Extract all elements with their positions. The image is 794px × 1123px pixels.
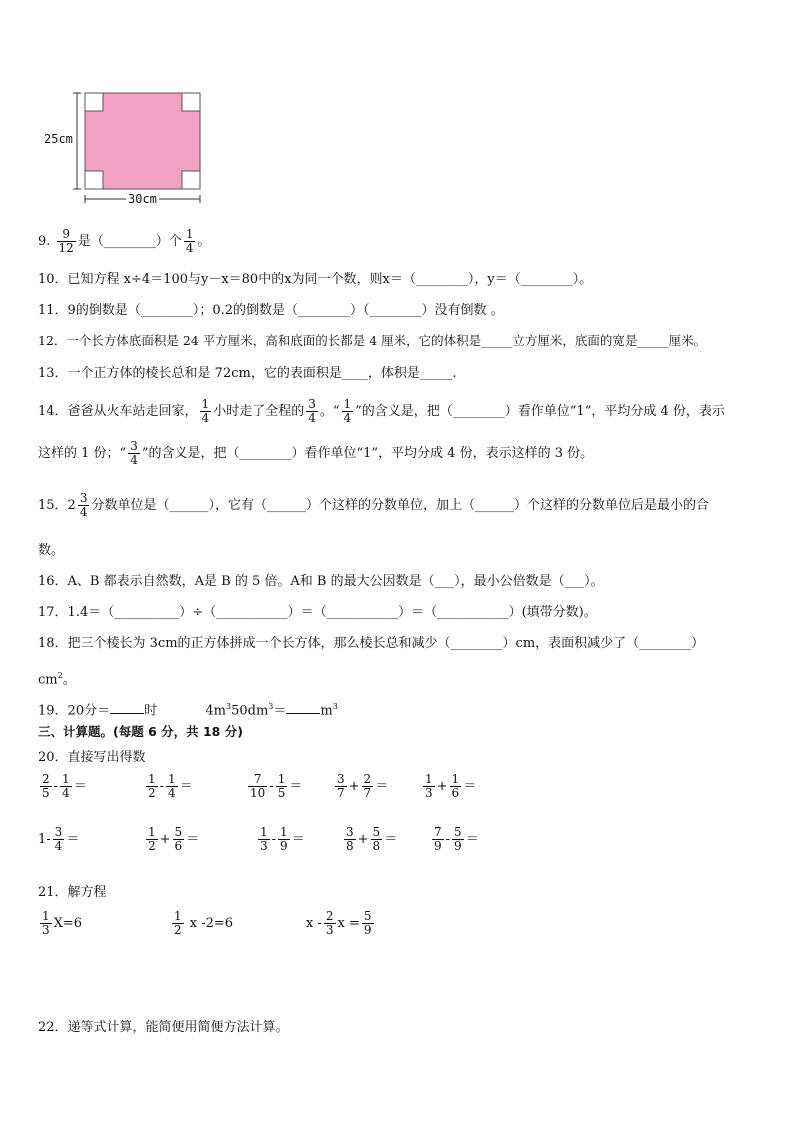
question-18-line-1: 18．把三个棱长为 3cm的正方体拼成一个长方体，那么棱长总和减少（________）cm，表面积减少了（________）	[38, 636, 705, 651]
corner-cut-tr	[182, 93, 200, 111]
fraction: $\frac{1}{2}$	[148, 825, 156, 853]
fraction: $\frac{1}{4}$	[343, 397, 352, 425]
question-18-line-2: $cm^2$。	[38, 671, 76, 688]
fraction: $\frac{1}{4}$	[201, 397, 210, 425]
fraction: $\frac{1}{4}$	[168, 772, 176, 800]
equation-2: $\frac{1}{2}$ x -2=6	[174, 909, 234, 937]
expression: $\frac{1}{2}$ - $\frac{1}{4}$ ＝	[148, 772, 193, 800]
fraction: $\frac{3}{7}$	[337, 772, 345, 800]
fraction: $\frac{5}{9}$	[454, 825, 462, 853]
question-19: 19．20分＝ 时 $4m^350dm^3= m^3$	[38, 702, 338, 719]
question-15-line-2: 数。	[38, 543, 65, 558]
fraction: $\frac{1}{3}$	[42, 909, 50, 937]
fraction: $\frac{1}{4}$	[185, 227, 194, 255]
rectangle-diagram	[40, 88, 210, 206]
width-label: 30cm	[128, 192, 157, 206]
fraction: $\frac{1}{3}$	[260, 825, 268, 853]
fraction: $\frac{1}{2}$	[148, 772, 156, 800]
question-17: 17．1.4＝（__________）÷（___________）＝（___________）＝（___________）(填带分数)。	[38, 605, 597, 620]
expression: $\frac{2}{5}$ - $\frac{1}{4}$ ＝	[42, 772, 87, 800]
expression: $\frac{1}{3}$ + $\frac{1}{6}$ ＝	[425, 772, 477, 800]
corner-cut-br	[182, 171, 200, 189]
question-13: 13．一个正方体的棱长总和是 72cm，它的表面积是____，体积是_____.	[38, 366, 457, 381]
fraction: $\frac{1}{9}$	[280, 825, 288, 853]
fraction: $\frac{3}{4}$	[54, 825, 63, 853]
fraction: $\frac{5}{9}$	[363, 909, 372, 937]
fraction: $\frac{1}{6}$	[451, 772, 460, 800]
fraction: $\frac{2}{5}$	[42, 772, 50, 800]
expression: 1- $\frac{3}{4}$ ＝	[38, 825, 80, 853]
corner-cut-bl	[85, 171, 103, 189]
question-21-title: 21．解方程	[38, 885, 107, 900]
expression: $\frac{1}{2}$ + $\frac{5}{6}$ ＝	[148, 825, 200, 853]
rectangle-figure	[40, 88, 210, 206]
fraction: $\frac{5}{8}$	[372, 825, 381, 853]
question-20-title: 20．直接写出得数	[38, 750, 146, 765]
fraction: $\frac{3}{4}$	[308, 397, 316, 425]
expression: $\frac{3}{8}$ + $\frac{5}{8}$ ＝	[346, 825, 398, 853]
question-14-line-2: 这样的 1 份；“ $\frac{3}{4}$ ”的含义是，把（________）看作单位“1”，平均分成 4 份，表示这样的 3 份。	[38, 439, 594, 467]
fraction: $\frac{3}{4}$	[79, 491, 88, 519]
fraction: $\frac{1}{4}$	[62, 772, 70, 800]
expression: $\frac{3}{7}$ + $\frac{2}{7}$ ＝	[337, 772, 389, 800]
question-15-line-1: 15．2 $\frac{3}{4}$ 分数单位是（______），它有（______）个这样的分数单位，加上（______）个这样的分数单位后是最小的合	[38, 491, 709, 519]
fraction: $\frac{1}{5}$	[277, 772, 286, 800]
fraction: $\frac{2}{3}$	[325, 909, 334, 937]
question-16: 16．A、B 都表示自然数，A是 B 的 5 倍。A和 B 的最大公因数是（___），最小公倍数是（___）。	[38, 574, 604, 589]
fraction: $\frac{9}{12}$	[58, 227, 74, 255]
section-3-title: 三、计算题。(每题 6 分，共 18 分)	[38, 724, 243, 739]
fraction: $\frac{1}{2}$	[174, 909, 182, 937]
question-22: 22．递等式计算，能简便用简便方法计算。	[38, 1020, 289, 1035]
fraction: $\frac{3}{4}$	[130, 439, 138, 467]
equation-3: x - $\frac{2}{3}$ x = $\frac{5}{9}$	[306, 909, 372, 937]
question-9: 9. $\frac{9}{12}$ 是（________）个 $\frac{1}{4}$ 。	[38, 227, 211, 255]
question-14-line-1: 14．爸爸从火车站走回家， $\frac{1}{4}$ 小时走了全程的 $\frac{3}{4}$ 。“ $\frac{1}{4}$ ”的含义是，把（________）看作单位“1”，平均分成 4 份，表示	[38, 397, 725, 425]
equation-1: $\frac{1}{3}$ X=6	[42, 909, 83, 937]
question-12: 12．一个长方体底面积是 24 平方厘米，高和底面的长都是 4 厘米，它的体积是_____立方厘米，底面的宽是_____厘米。	[38, 333, 707, 348]
expression: $\frac{1}{3}$ - $\frac{1}{9}$ ＝	[260, 825, 305, 853]
expression: $\frac{7}{10}$ - $\frac{1}{5}$ ＝	[250, 772, 303, 800]
corner-cut-tl	[85, 93, 103, 111]
expression: $\frac{7}{9}$ - $\frac{5}{9}$ ＝	[434, 825, 479, 853]
fraction: $\frac{3}{8}$	[346, 825, 354, 853]
fraction: $\frac{7}{10}$	[250, 772, 266, 800]
question-10: 10．已知方程 x÷4＝100与y－x＝80中的x为同一个数，则x＝（________），y＝（________）。	[38, 272, 593, 287]
fraction: $\frac{1}{3}$	[425, 772, 433, 800]
fraction: $\frac{5}{6}$	[174, 825, 183, 853]
question-11: 11．9的倒数是（________）；0.2的倒数是（________）（________）没有倒数 。	[38, 303, 504, 318]
fraction: $\frac{2}{7}$	[363, 772, 372, 800]
height-label: 25cm	[44, 132, 73, 146]
fraction: $\frac{7}{9}$	[434, 825, 442, 853]
